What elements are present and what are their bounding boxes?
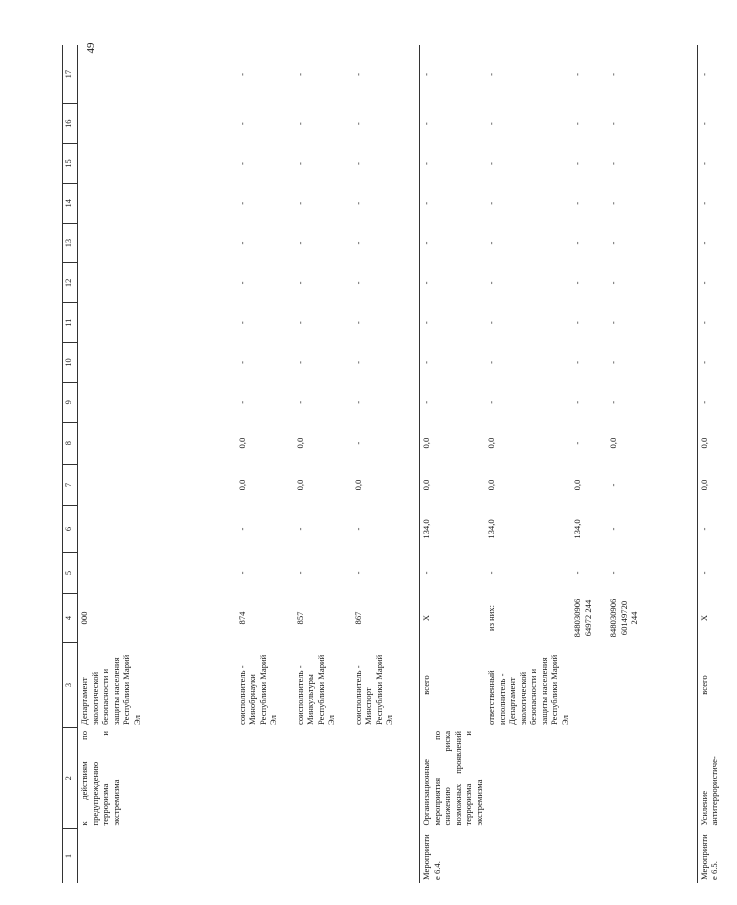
column-number: 11: [63, 303, 78, 343]
value-cell: -: [608, 281, 618, 285]
column-number: 5: [63, 552, 78, 594]
table-row: [420, 45, 486, 883]
value-cell: -: [486, 400, 496, 404]
value-cell: -: [352, 361, 363, 364]
value-cell: -: [486, 122, 496, 126]
value-cell: 0,0: [294, 479, 305, 491]
value-cell: -: [486, 571, 496, 575]
value-cell: [78, 104, 236, 144]
value-cell: -: [572, 162, 582, 165]
value-cell: -: [486, 162, 496, 165]
value-cell: -: [572, 361, 582, 364]
value-cell: 0,0: [294, 437, 305, 449]
value-cell: -: [236, 72, 247, 76]
value-cell: [78, 422, 236, 464]
value-cell: -: [420, 343, 486, 383]
value-cell: -: [572, 441, 582, 445]
value-cell: -: [697, 263, 737, 303]
executor-cell: соисполнитель - Минобрнауки Республики Марий Эл: [236, 654, 278, 725]
table-row: [571, 45, 607, 883]
column-number: 12: [63, 263, 78, 303]
executor-cell: соисполнитель - Минкультуры Республики Марий Эл: [294, 654, 336, 725]
value-cell: -: [608, 122, 618, 126]
value-cell: -: [352, 400, 363, 404]
measure-name-cell: [352, 728, 420, 829]
measure-id-cell: [236, 829, 294, 883]
value-cell: 0,0: [486, 479, 496, 491]
value-cell: [78, 263, 236, 303]
value-cell: -: [352, 571, 363, 575]
value-cell: -: [608, 201, 618, 205]
value-cell: [78, 183, 236, 223]
value-cell: -: [608, 162, 618, 165]
table-row: [236, 45, 294, 883]
value-cell: -: [420, 303, 486, 343]
value-cell: -: [697, 223, 737, 263]
value-cell: -: [294, 241, 305, 245]
code-cell: X: [420, 594, 486, 642]
program-table: [62, 45, 737, 883]
value-cell: -: [572, 281, 582, 285]
measure-name-cell: Усиление антитеррористиче-: [697, 728, 737, 829]
column-number: 16: [63, 104, 78, 144]
code-cell: X: [697, 594, 737, 642]
value-cell: -: [486, 321, 496, 325]
measure-id-cell: [352, 829, 420, 883]
column-number: 1: [63, 829, 78, 883]
value-cell: -: [420, 45, 486, 104]
value-cell: -: [294, 122, 305, 126]
value-cell: 134,0: [572, 519, 582, 539]
value-cell: -: [236, 321, 247, 325]
value-cell: -: [352, 122, 363, 126]
column-number: 15: [63, 144, 78, 184]
measure-name-cell: [571, 728, 607, 829]
measure-name-cell: [236, 728, 294, 829]
column-number: 7: [63, 464, 78, 506]
measure-name-cell: Организационные мероприятия по снижению риска возможных проявлений терроризма и экстремизма: [420, 728, 486, 829]
value-cell: 134,0: [420, 506, 486, 552]
value-cell: [78, 45, 236, 104]
measure-name-cell: к действиям по предупреждению терроризма и экстремизма: [79, 730, 121, 826]
value-cell: -: [352, 162, 363, 165]
value-cell: -: [608, 400, 618, 404]
value-cell: -: [236, 201, 247, 205]
value-cell: -: [294, 281, 305, 285]
code-cell: 857: [294, 611, 305, 625]
code-cell: 874: [236, 611, 247, 625]
value-cell: -: [294, 400, 305, 404]
table-row: [78, 45, 236, 883]
value-cell: -: [294, 162, 305, 165]
value-cell: -: [294, 361, 305, 364]
executor-cell: [571, 642, 607, 728]
value-cell: -: [697, 144, 737, 184]
measure-id-cell: Мероприятие 6.4.: [420, 829, 486, 883]
column-number: 8: [63, 422, 78, 464]
value-cell: -: [572, 201, 582, 205]
value-cell: -: [294, 571, 305, 575]
table-row: [607, 45, 697, 883]
value-cell: -: [420, 104, 486, 144]
code-cell: 848030906 60149720 244: [608, 598, 639, 638]
value-cell: 0,0: [236, 437, 247, 449]
value-cell: -: [420, 144, 486, 184]
value-cell: -: [608, 321, 618, 325]
value-cell: -: [572, 241, 582, 245]
value-cell: -: [697, 343, 737, 383]
value-cell: 0,0: [608, 437, 618, 449]
measure-id-cell: [607, 829, 697, 883]
value-cell: [78, 223, 236, 263]
value-cell: -: [608, 571, 618, 575]
measure-name-cell: [485, 728, 571, 829]
value-cell: -: [572, 571, 582, 575]
value-cell: -: [236, 527, 247, 531]
column-number: 4: [63, 594, 78, 642]
value-cell: -: [572, 321, 582, 325]
column-number: 6: [63, 506, 78, 552]
measure-name-cell: [294, 728, 352, 829]
measure-id-cell: [78, 829, 236, 883]
column-number: 14: [63, 183, 78, 223]
value-cell: -: [608, 361, 618, 364]
value-cell: -: [420, 263, 486, 303]
value-cell: [78, 343, 236, 383]
column-number: 2: [63, 728, 78, 829]
code-cell: 000: [79, 611, 89, 625]
code-cell: 867: [352, 611, 363, 625]
value-cell: -: [294, 321, 305, 325]
value-cell: -: [236, 122, 247, 126]
value-cell: [78, 552, 236, 594]
measure-name-cell: [607, 728, 697, 829]
value-cell: 0,0: [352, 479, 363, 491]
value-cell: -: [352, 441, 363, 445]
value-cell: -: [697, 45, 737, 104]
value-cell: 0,0: [420, 422, 486, 464]
value-cell: -: [420, 183, 486, 223]
measure-id-cell: Мероприятие 6.5.: [697, 829, 737, 883]
value-cell: 0,0: [420, 464, 486, 506]
value-cell: -: [236, 241, 247, 245]
executor-cell: всего: [697, 642, 737, 728]
value-cell: -: [352, 281, 363, 285]
code-cell: 848030906 64972 244: [572, 598, 593, 638]
value-cell: -: [420, 382, 486, 422]
measure-id-cell: [485, 829, 571, 883]
value-cell: 0,0: [572, 479, 582, 491]
column-number: 9: [63, 382, 78, 422]
value-cell: -: [352, 201, 363, 205]
value-cell: -: [352, 72, 363, 76]
executor-cell: Департамент экологической безопасности и защиты населения Республики Марий Эл: [79, 654, 142, 725]
page-number: 49: [85, 42, 97, 54]
rotated-page: [62, 43, 719, 883]
value-cell: [78, 144, 236, 184]
executor-cell: соисполнитель - Минспорт Республики Марий Эл: [352, 654, 394, 725]
measure-id-cell: [294, 829, 352, 883]
table-row: [294, 45, 352, 883]
column-number: 13: [63, 223, 78, 263]
value-cell: [78, 382, 236, 422]
value-cell: 134,0: [486, 519, 496, 539]
value-cell: -: [236, 571, 247, 575]
value-cell: -: [486, 361, 496, 364]
value-cell: -: [572, 400, 582, 404]
code-cell: из них:: [486, 605, 496, 632]
value-cell: [78, 464, 236, 506]
column-number-row: [63, 45, 78, 883]
value-cell: 0,0: [697, 464, 737, 506]
measure-id-cell: [571, 829, 607, 883]
value-cell: -: [608, 241, 618, 245]
value-cell: -: [352, 321, 363, 325]
value-cell: -: [420, 223, 486, 263]
value-cell: -: [697, 382, 737, 422]
value-cell: -: [697, 303, 737, 343]
value-cell: -: [352, 241, 363, 245]
executor-cell: [607, 642, 697, 728]
value-cell: -: [486, 281, 496, 285]
value-cell: -: [697, 506, 737, 552]
value-cell: -: [486, 241, 496, 245]
value-cell: 0,0: [486, 437, 496, 449]
value-cell: -: [294, 527, 305, 531]
value-cell: [78, 506, 236, 552]
column-number: 17: [63, 45, 78, 104]
value-cell: -: [697, 104, 737, 144]
table-row: [485, 45, 571, 883]
value-cell: -: [236, 281, 247, 285]
value-cell: -: [697, 552, 737, 594]
column-number: 10: [63, 343, 78, 383]
value-cell: -: [572, 122, 582, 126]
executor-cell: ответственный исполнитель - Департамент экологической безопасности и защиты населения Республики Марий Эл: [486, 654, 570, 725]
value-cell: -: [294, 72, 305, 76]
value-cell: 0,0: [236, 479, 247, 491]
column-number: 3: [63, 642, 78, 728]
value-cell: -: [486, 72, 496, 76]
value-cell: -: [236, 361, 247, 364]
value-cell: -: [236, 400, 247, 404]
executor-cell: всего: [420, 642, 486, 728]
table-row: [352, 45, 420, 883]
value-cell: -: [236, 162, 247, 165]
value-cell: -: [697, 183, 737, 223]
value-cell: 0,0: [697, 422, 737, 464]
value-cell: [78, 303, 236, 343]
value-cell: -: [572, 72, 582, 76]
value-cell: -: [294, 201, 305, 205]
value-cell: -: [608, 483, 618, 487]
table-row: [697, 45, 737, 883]
value-cell: -: [352, 527, 363, 531]
value-cell: -: [608, 72, 618, 76]
value-cell: -: [486, 201, 496, 205]
value-cell: -: [420, 552, 486, 594]
value-cell: -: [608, 527, 618, 531]
